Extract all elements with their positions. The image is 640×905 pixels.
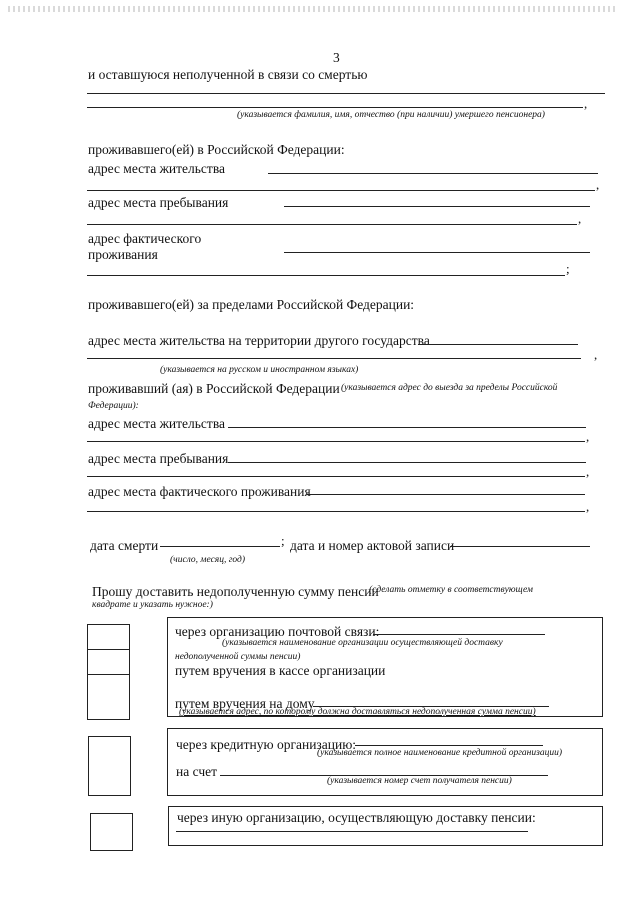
label-residence-2: адрес места жительства (88, 416, 226, 431)
section-abroad-heading: проживавшего(ей) за пределами Российской Федерации: (88, 297, 415, 312)
semicolon-mark: ; (566, 261, 570, 276)
page-number: 3 (333, 50, 340, 65)
label-death-record: дата и номер актовой записи (290, 538, 455, 553)
checkbox-post[interactable] (87, 624, 130, 650)
label-post-org: через организацию почтовой связи: (175, 624, 380, 639)
stay-line-1[interactable] (284, 206, 590, 207)
request-text: Прошу доставить недополученную сумму пенсии (92, 584, 379, 599)
residence-line-2[interactable] (87, 190, 595, 191)
label-actual-full: адрес места фактического проживания (88, 484, 311, 499)
label-actual-1: адрес фактического (88, 231, 202, 246)
residence2-line-1[interactable] (228, 427, 586, 428)
actual-full-line-1[interactable] (307, 494, 585, 495)
label-other-org: через иную организацию, осуществляющую доставку пенсии: (177, 810, 536, 825)
comma-mark: , (586, 464, 590, 479)
post-hint-2: недополученной суммы пенсии) (175, 652, 301, 662)
other-org-line[interactable] (176, 831, 528, 832)
lived-rf-text: проживавший (ая) в Российской Федерации (88, 381, 340, 396)
checkbox-cash[interactable] (87, 649, 130, 675)
deceased-line-1[interactable] (87, 93, 605, 94)
comma-mark: , (594, 347, 598, 362)
death-date-line[interactable] (160, 546, 280, 547)
section-rf-heading: проживавшего(ей) в Российской Федерации: (88, 142, 345, 157)
post-org-line[interactable] (373, 634, 545, 635)
label-post-cash: путем вручения в кассе организации (175, 663, 386, 678)
foreign-line-1[interactable] (418, 344, 578, 345)
foreign-line-2[interactable] (87, 358, 581, 359)
intro-text: и оставшуюся неполученной в связи со смертью (88, 67, 368, 82)
comma-mark: , (578, 211, 582, 226)
label-foreign-address: адрес места жительства на территории другого государства (88, 333, 430, 348)
deceased-line-2[interactable] (87, 107, 583, 108)
comma-mark: , (596, 177, 600, 192)
comma-mark: , (586, 429, 590, 444)
stay2-line-2[interactable] (87, 476, 585, 477)
label-stay: адрес места пребывания (88, 195, 229, 210)
stay2-line-1[interactable] (228, 462, 586, 463)
stay-line-2[interactable] (87, 224, 577, 225)
hint-date: (число, месяц, год) (170, 555, 246, 565)
label-post-home: путем вручения на дому (175, 696, 315, 711)
checkbox-credit[interactable] (88, 736, 131, 796)
request-hint-1: (сделать отметку в соответствующем (369, 585, 533, 595)
post-hint-1: (указывается наименование организации осуществляющей доставку (222, 638, 503, 648)
label-stay-2: адрес места пребывания (88, 451, 229, 466)
credit-org-line[interactable] (355, 745, 543, 746)
lived-rf-hint-1: (указывается адрес до выезда за пределы Российской (341, 383, 558, 393)
hint-deceased: (указывается фамилия, имя, отчество (при наличии) умершего пенсионера) (237, 110, 545, 120)
checkbox-other[interactable] (90, 813, 133, 851)
lived-rf-hint-2: Федерации): (88, 401, 139, 411)
actual-full-line-2[interactable] (87, 511, 585, 512)
label-actual-2: проживания (88, 247, 158, 262)
account-hint: (указывается номер счет получателя пенсии) (327, 776, 512, 786)
actual-line-2[interactable] (87, 275, 565, 276)
label-account: на счет (176, 764, 217, 779)
comma-mark: , (584, 96, 588, 111)
semicolon-mark: ; (281, 533, 285, 548)
request-hint-2: квадрате и указать нужное:) (92, 600, 213, 610)
checkbox-home[interactable] (87, 674, 130, 720)
scan-noise (8, 6, 618, 12)
actual-line-1[interactable] (284, 252, 590, 253)
comma-mark: , (586, 499, 590, 514)
post-home-hint: (указывается адрес, по которому должна доставляться недополученная сумма пенсии) (179, 707, 536, 717)
residence-line-1[interactable] (268, 173, 598, 174)
credit-hint: (указывается полное наименование кредитной организации) (317, 748, 562, 758)
label-credit-org: через кредитную организацию: (176, 737, 357, 752)
residence2-line-2[interactable] (87, 441, 585, 442)
label-death-date: дата смерти (90, 538, 159, 553)
label-residence: адрес места жительства (88, 161, 226, 176)
hint-languages: (указывается на русском и иностранном языках) (160, 365, 359, 375)
death-record-line[interactable] (450, 546, 590, 547)
